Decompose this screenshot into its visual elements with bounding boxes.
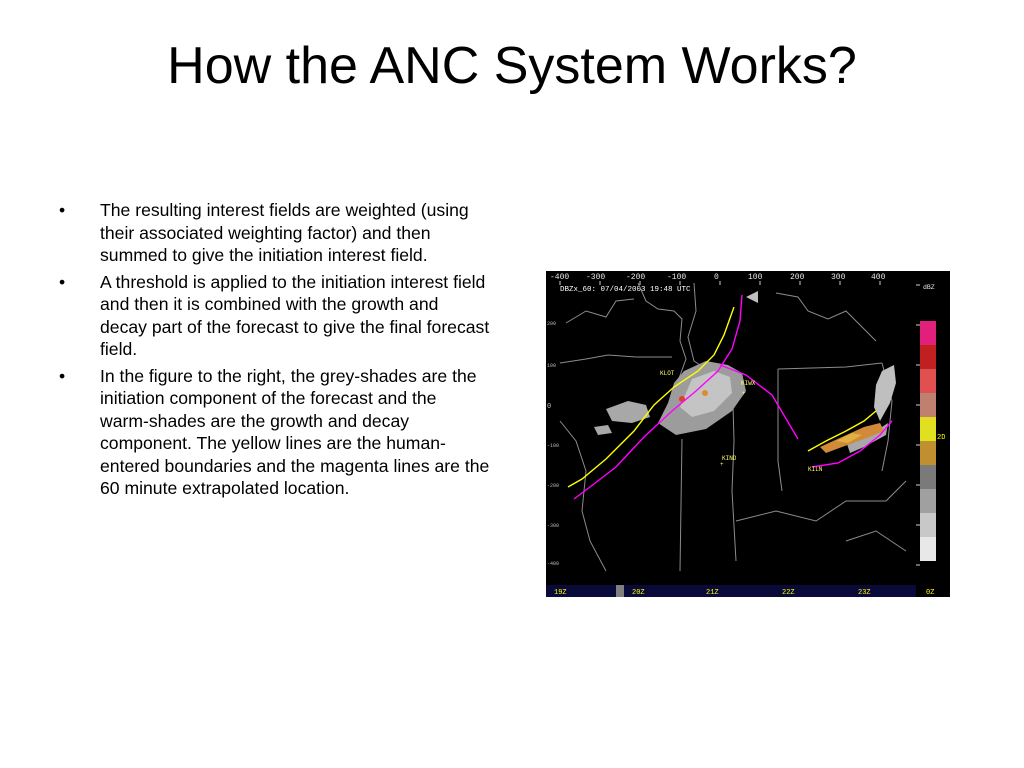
map-background [546,271,950,597]
figure-header: DBZx_60: 07/04/2003 19:48 UTC [560,286,691,294]
time-label: 22Z [782,589,795,597]
y-tick: -300 [547,523,560,529]
bullet-item [58,365,490,500]
scale-side-label: 2D [937,434,946,442]
x-tick: 100 [748,273,763,282]
station-label: KLOT [660,370,675,377]
scale-swatch [920,465,936,489]
y-tick: 200 [547,321,557,327]
time-label: 23Z [858,589,871,597]
y-tick: -100 [547,443,560,449]
x-tick: -100 [667,273,687,282]
bullet-text: The resulting interest fields are weighted (using their associated weighting factor) and then summed to give the initiation interest field. [100,200,469,265]
station-label: KIND [722,455,737,462]
bullet-marker: • [59,271,66,292]
time-label: 21Z [706,589,719,597]
bullet-text: A threshold is applied to the initiation interest field and then it is combined with the growth and decay part of the forecast to give the final forecast field. [100,271,490,359]
x-tick: -400 [550,273,570,282]
time-label: 19Z [554,589,567,597]
scale-swatch [920,537,936,561]
bullet-list [58,199,490,504]
x-tick: 0 [714,273,719,282]
scale-unit: dBZ [923,284,935,291]
station-marker-icon: + [742,390,746,397]
scale-swatch [920,417,936,441]
bullet-marker: • [59,200,66,220]
y-tick: -200 [547,483,560,489]
bullet-item [58,271,490,361]
y-tick: 100 [547,363,557,369]
x-tick: 400 [871,273,886,282]
bullet-item [58,199,490,267]
radar-map [546,271,950,597]
bullet-text: In the figure to the right, the grey-shades are the initiation component of the forecast and the warm-shades are the growth and decay component. The yellow lines are the human-entered boundaries and the magenta lines are the 60 minute extrapolated location. [100,365,490,498]
x-tick: 200 [790,273,805,282]
scale-swatch [920,513,936,537]
bullet-marker: • [59,365,66,386]
scale-swatch [920,393,936,417]
scale-swatch [920,441,936,465]
time-label: 20Z [632,589,645,597]
station-label: KIWX [741,380,756,387]
time-bar [546,585,934,597]
radar-forecast-figure [546,271,950,597]
scale-swatch [920,369,936,393]
x-tick: -200 [626,273,646,282]
slide-title: How the ANC System Works? [167,37,857,95]
scale-swatch [920,489,936,513]
time-label: 0Z [926,589,935,597]
y-tick: 0 [547,403,552,411]
station-marker-icon: + [720,461,724,468]
station-label: KILN [808,466,823,473]
x-tick: -300 [586,273,606,282]
scale-swatch [920,321,936,345]
scale-swatch [920,345,936,369]
x-tick: 300 [831,273,846,282]
y-tick: -400 [547,561,560,567]
time-cursor [616,585,624,597]
x-axis [550,273,886,282]
